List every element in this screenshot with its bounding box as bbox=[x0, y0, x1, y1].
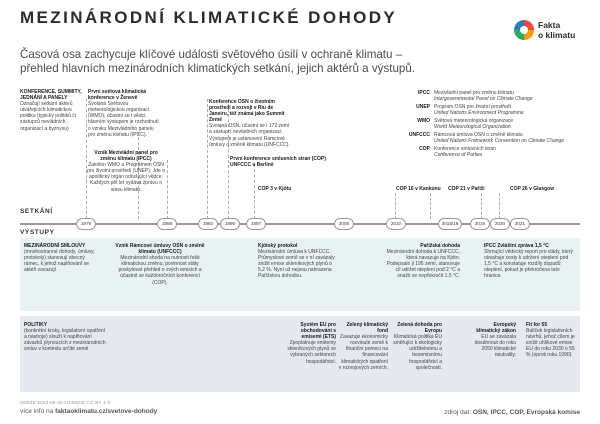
event-cop1-title: První konference smluvních stran (COP) UNFCCC v Berlíně bbox=[230, 156, 326, 169]
abbr-name: Mezivládní panel pro změnu klimatu bbox=[434, 90, 514, 96]
footer-left bbox=[20, 400, 157, 415]
policy-gcf-text: Zavazuje ekonomicky rozvinuté země k finanční pomoci na financování klimatických opatření v rozvojových zemích. bbox=[338, 334, 388, 371]
abbr-wmo bbox=[396, 119, 596, 131]
abbr-name: Rámcová úmluva OSN o změně klimatu bbox=[434, 132, 523, 138]
policy-ets-title: Systém EU pro obchodování s emisemi (ETS) bbox=[300, 322, 336, 341]
abbr-ipcc bbox=[396, 91, 596, 103]
treaty-unfccc-title: Vznik Rámcové úmluvy OSN o změně klimatu (UNFCCC) bbox=[115, 243, 205, 256]
connector-2021b bbox=[499, 193, 500, 219]
abbr-key: COP bbox=[419, 146, 430, 152]
page-title: MEZINÁRODNÍ KLIMATICKÉ DOHODY bbox=[20, 8, 398, 27]
logo[interactable] bbox=[514, 20, 594, 42]
abbr-name: Program OSN pro životní prostředí bbox=[434, 104, 511, 110]
policy-green-deal-title: Zelená dohoda pro Evropu bbox=[397, 322, 442, 335]
footer-url-link[interactable]: faktaoklimatu.cz/svetove-dohody bbox=[55, 408, 158, 415]
legend-conferences-heading: KONFERENCE, SUMMITY, JEDNÁNÍ A PANELY bbox=[20, 89, 82, 102]
legend-conferences-text: Označují setkání aktérů utvářejících klimatickou politiku (typicky politiků či zástupců nevládních organizací a byznysu) bbox=[20, 101, 76, 132]
treaty-paris-text: Mezinárodní dohoda k UNFCCC, která navazuje na Kjóto. Podepsalo ji 195 zemí, stanovuje cíl udržet oteplení pod 2 °C a snažit se nepřekročit 1,5 °C. bbox=[386, 249, 460, 280]
treaty-kyoto-title: Kjótský protokol bbox=[258, 243, 298, 249]
policy-ets bbox=[286, 322, 336, 365]
abbr-unfccc bbox=[396, 133, 596, 145]
label-vystupy: VÝSTUPY bbox=[20, 229, 55, 236]
connector-2021a bbox=[481, 193, 482, 219]
abbr-name: Konference smluvních stran bbox=[434, 146, 496, 152]
year-marker: 1995 bbox=[220, 218, 240, 230]
treaty-kyoto bbox=[258, 243, 338, 280]
year-marker: 2021 bbox=[510, 218, 530, 230]
event-cop26 bbox=[510, 186, 570, 192]
year-marker: 2005 bbox=[334, 218, 354, 230]
event-cop3 bbox=[258, 186, 308, 192]
report-ipcc15-title: IPCC Zvláštní zpráva 1,5 °C bbox=[484, 243, 549, 249]
legend-conferences bbox=[20, 89, 84, 132]
logo-line1: Fakta bbox=[538, 20, 561, 30]
year-marker: 1979 bbox=[76, 218, 96, 230]
report-ipcc15-text: Shrnující vědecký report pro vlády, který obsahuje cesty k udržení oteplení pod 1,5 °C a konstatuje rozdíly dopadů oteplení, pokud je překročena tato hranice. bbox=[484, 249, 573, 280]
connector-1992 bbox=[207, 99, 208, 219]
event-wcc bbox=[88, 89, 160, 138]
footer-more-label: více info na bbox=[20, 408, 54, 415]
logo-text bbox=[538, 21, 575, 40]
event-cop26-title: COP 26 v Glasgow bbox=[510, 186, 555, 192]
legend-policies bbox=[24, 322, 108, 352]
policy-fit-for-55 bbox=[526, 322, 576, 359]
footer-version: VERZE 2023-06-30 LICENCE CC BY 4.0 bbox=[20, 400, 111, 405]
abbr-en: World Meteorological Organization bbox=[434, 123, 511, 130]
logo-icon bbox=[514, 20, 534, 40]
event-cop21-title: COP 21 v Paříži bbox=[448, 186, 485, 192]
abbr-en: United Nations Framework Convention on Climate Change bbox=[434, 137, 565, 144]
legend-policies-title: POLITIKY bbox=[24, 322, 48, 328]
event-rio-text: Svolaná OSN, účastní se i 172 zemí a zástupci nevládních organizací. Výstupem je ustanovení Rámcové úmluvy o změně klimatu (UNFCCC). bbox=[209, 123, 290, 148]
event-rio bbox=[209, 99, 293, 148]
year-marker: 2010 bbox=[386, 218, 406, 230]
event-ipcc bbox=[86, 150, 166, 193]
event-cop1 bbox=[230, 156, 340, 168]
event-ipcc-title: Vznik Mezivládní panel pro změnu klimatu (IPCC) bbox=[94, 150, 158, 163]
policy-gcf-title: Zelený klimatický fond bbox=[346, 322, 388, 335]
connector-1988b bbox=[167, 160, 168, 219]
event-cop3-title: COP 3 v Kjótu bbox=[258, 186, 292, 192]
footer-sources-label: zdroj dat: bbox=[444, 409, 472, 416]
policy-climate-law-title: Evropský klimatický zákon bbox=[476, 322, 516, 335]
footer-sources: OSN, IPCC, COP, Evropská komise bbox=[472, 409, 580, 416]
event-cop16 bbox=[396, 186, 446, 192]
policy-fit-for-55-text: Balíček legislativních návrhů, jehož cílem je snížit uhlíkové emise EU do roku 2030 o 55 % (oproti roku 1990). bbox=[526, 328, 575, 359]
abbr-unep bbox=[396, 105, 596, 117]
legend-treaties bbox=[24, 243, 96, 273]
treaty-unfccc bbox=[112, 243, 208, 286]
treaty-unfccc-text: Mezinárodní shoda na nutnosti řešit klimatickou změnu, povinnost státy poskytovat přehled o svých emisích a účastnit se každoročních konferencí (COP). bbox=[118, 255, 202, 286]
event-cop16-title: COP 16 v Kankúnu bbox=[396, 186, 441, 192]
connector-2010 bbox=[395, 193, 396, 219]
report-ipcc15 bbox=[484, 243, 576, 280]
treaty-paris bbox=[384, 243, 460, 280]
event-wcc-text: Svolaná Světovou meteorologickou organizací (WMO), účastní se i vědci, hlavním výstupem je rozhodnutí o vzniku Mezivládního panelu pro změnu klimatu (IPCC). bbox=[88, 101, 159, 138]
year-marker: 1988 bbox=[157, 218, 177, 230]
event-ipcc-text: Založen WMO a Programem OSN pro životní prostředí (UNEP). Jde o apolitický orgán odrušující vědce. Každých pět let vydává zprávu o stavu klimatu. bbox=[87, 162, 165, 193]
abbr-name: Světová meteorologická organizace bbox=[434, 118, 514, 124]
year-marker: 2020 bbox=[490, 218, 510, 230]
legend-treaties-title: MEZINÁRODNÍ SMLOUVY bbox=[24, 243, 86, 249]
connector-2015 bbox=[430, 193, 431, 219]
page-subtitle: Časová osa zachycuje klíčové události světového úsilí v ochraně klimatu – přehled hlavních mezinárodních klimatických setkání, jejich aktérů a výstupů. bbox=[20, 48, 416, 75]
policy-climate-law-text: EU se zavázala dosáhnout do roku 2050 klimatické neutrality. bbox=[474, 334, 516, 359]
policy-ets-text: Zpoplatnuje emitenty skleníkových plynů ve vybraných sektorech hospodářství. bbox=[287, 340, 336, 365]
footer-right bbox=[360, 409, 580, 416]
policy-fit-for-55-title: Fit for 55 bbox=[526, 322, 548, 328]
event-cop21 bbox=[448, 186, 488, 192]
label-setkani: SETKÁNÍ bbox=[20, 208, 53, 215]
treaty-kyoto-text: Mezinárodní úmluva k UNFCCC. Průmyslové země se v ní zavázaly snížit emise skleníkových plynů o 5,2 %. Nyní už nejsou nahrazena Pařížskou dohodou. bbox=[258, 249, 335, 280]
abbr-key: IPCC bbox=[418, 90, 430, 96]
logo-line2: o klimatu bbox=[538, 29, 576, 40]
policy-green-deal bbox=[392, 322, 442, 371]
abbr-key: UNFCCC bbox=[408, 132, 430, 138]
abbr-en: United Nations Environment Programme bbox=[434, 109, 524, 116]
legend-treaties-text: (mnohostranné dohody, úmluvy, protokoly) stanovují obecný rámec, k jehož naplňování se aktéři zavazují bbox=[24, 249, 95, 274]
abbr-key: WMO bbox=[417, 118, 430, 124]
connector-1997 bbox=[254, 164, 255, 219]
policy-gcf bbox=[338, 322, 388, 371]
year-marker: 2015/16 bbox=[438, 218, 462, 230]
legend-policies-text: (konkrétní kroky, legislativní opatření a nástroje) slouží k naplňování závazků plynoucích z mezinárodních smluv v kontextu určité země bbox=[24, 328, 106, 353]
treaty-paris-title: Pařížská dohoda bbox=[420, 243, 460, 249]
abbr-cop bbox=[396, 147, 596, 159]
policy-climate-law bbox=[468, 322, 516, 359]
abbr-en: Conference of Parties bbox=[434, 151, 483, 158]
abbr-en: Intergovernmental Panel on Climate Change bbox=[434, 95, 533, 102]
event-wcc-title: První světová klimatická konference v Ženevě bbox=[88, 89, 147, 102]
year-marker: 1992 bbox=[198, 218, 218, 230]
policy-green-deal-text: Klimatická politika EU směřující k ekologicky udržitelnému a bezemisnímu hospodářství a společnosti. bbox=[393, 334, 442, 371]
year-marker: 1997 bbox=[246, 218, 266, 230]
abbr-key: UNEP bbox=[416, 104, 430, 110]
year-marker: 2018 bbox=[470, 218, 490, 230]
event-rio-title: Konference OSN o životním prostředí a rozvoji v Riu de Janeiru, též známá jako Summit Země bbox=[209, 99, 285, 124]
